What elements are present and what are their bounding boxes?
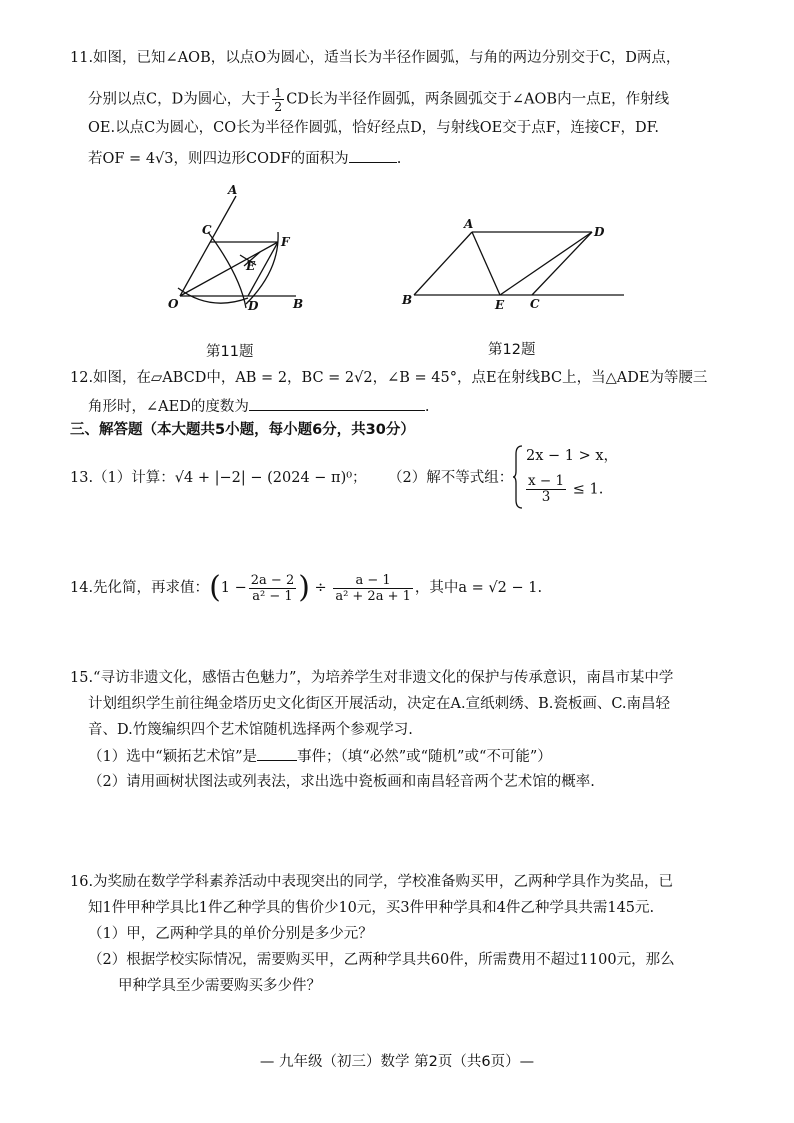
q14-one-minus: 1 − [220, 580, 247, 596]
q11-answer-blank [349, 148, 397, 163]
q14-f2-num: a − 1 [333, 573, 413, 589]
q16-sub2b: 甲种学具至少需要购买多少件？ [118, 978, 321, 994]
q15-sub2: （2）请用画树状图法或列表法，求出选中瓷板画和南昌轻音两个艺术馆的概率. [88, 774, 595, 790]
q13-ineq2-den: 3 [541, 489, 551, 505]
q13-ineq2-num: x − 1 [528, 473, 565, 489]
q15-sub1-end: 事件；（填“必然”或“随机”或“不可能”） [297, 749, 552, 765]
section-3-heading: 三、解答题（本大题共5小题，每小题6分，共30分） [70, 422, 415, 438]
q11-line4-start: 若OF = 4√3，则四边形CODF的面积为 [88, 151, 349, 167]
segment-ED [500, 232, 592, 295]
label-A: A [228, 183, 238, 197]
q14-f1-den: a² − 1 [252, 588, 293, 604]
q11-line1: 11.如图，已知∠AOB，以点O为圆心，适当长为半径作圆弧，与角的两边分别交于C，D两点， [70, 50, 681, 66]
label-D: D [594, 225, 605, 239]
q14-f2-den: a² + 2a + 1 [335, 588, 411, 604]
fig12-caption: 第12题 [488, 342, 536, 358]
q14-open-paren: ( [209, 570, 221, 605]
q11-frac-den: 2 [274, 99, 283, 114]
q16-sub2a: （2）根据学校实际情况，需要购买甲，乙两种学具共60件，所需费用不超过1100元，那么 [88, 952, 675, 968]
q16-line1: 16.为奖励在数学学科素养活动中表现突出的同学，学校准备购买甲，乙两种学具作为奖品，已 [70, 874, 674, 890]
q14-fraction2 [333, 573, 413, 604]
q12-answer-blank [249, 396, 425, 411]
q11-line4-end: . [396, 151, 402, 167]
q13-part2-label: （2）解不等式组： [388, 470, 514, 486]
label-C: C [202, 223, 212, 237]
q13-inequality2 [524, 474, 603, 505]
q14-lead: 14.先化简，再求值： [70, 580, 210, 596]
q11-line2-end: CD长为半径作圆弧，两条圆弧交于∠AOB内一点E，作射线 [286, 91, 670, 108]
q14-f1-num: 2a − 2 [250, 572, 295, 588]
q11-line3: OE.以点C为圆心，CO长为半径作圆弧，恰好经点D，与射线OE交于点F，连接CF，DF. [88, 120, 660, 136]
segment-AE [472, 232, 500, 295]
q14-close-paren: ) [298, 570, 310, 605]
q14-tail: ，其中a = √2 − 1. [414, 580, 543, 596]
q11-frac-num: 1 [274, 85, 283, 100]
label-F: F [281, 235, 290, 249]
label-E: E [495, 298, 505, 312]
q13-part1: 13.（1）计算：√4 + |−2| − (2024 − π)⁰； [70, 470, 367, 486]
label-A: A [464, 217, 474, 231]
figure-12 [396, 210, 636, 320]
q15-line2: 计划组织学生前往绳金塔历史文化街区开展活动，决定在A.宣纸刺绣、B.瓷板画、C.南昌轻 [88, 696, 671, 712]
segment-AB [414, 232, 472, 295]
page-footer: — 九年级（初三）数学 第2页（共6页）— [259, 1054, 535, 1070]
q15-sub1 [88, 746, 552, 767]
label-E: E [246, 259, 256, 273]
q15-sub1-start: （1）选中“颖拓艺术馆”是 [88, 749, 258, 765]
q11-half-fraction [272, 86, 284, 113]
q14-fraction1 [249, 573, 296, 604]
q16-line2: 知1件甲种学具比1件乙种学具的售价少10元，买3件甲种学具和4件乙种学具共需145元. [88, 900, 655, 916]
q13-ineq2-fraction [526, 474, 566, 505]
q15-line1: 15.“寻访非遗文化，感悟古色魅力”，为培养学生对非遗文化的保护与传承意识，南昌市某中学 [70, 670, 674, 686]
q11-line2 [88, 86, 669, 113]
fig11-caption: 第11题 [206, 344, 254, 360]
q11-line2-start: 分别以点C，D为圆心，大于 [88, 91, 271, 108]
q12-line2 [88, 396, 429, 417]
q13-ineq2-rest: ≤ 1. [572, 481, 604, 498]
q14-line [70, 572, 542, 604]
q12-line2-end: . [424, 399, 430, 415]
label-D: D [248, 299, 259, 313]
q13-inequality1: 2x − 1 > x， [526, 448, 619, 464]
figure-11 [160, 180, 320, 320]
label-B: B [293, 297, 304, 311]
segment-DC [532, 232, 592, 295]
label-C: C [530, 297, 540, 311]
label-B: B [402, 293, 413, 307]
q16-sub1: （1）甲，乙两种学具的单价分别是多少元？ [88, 926, 373, 942]
q12-line1: 12.如图，在▱ABCD中，AB = 2，BC = 2√2，∠B = 45°，点E在射线BC上，当△ADE为等腰三 [70, 370, 708, 386]
label-O: O [168, 297, 179, 311]
q14-divide: ÷ [314, 580, 327, 596]
q12-line2-start: 角形时，∠AED的度数为 [88, 399, 249, 415]
q11-line4 [88, 148, 401, 169]
system-brace [512, 444, 524, 510]
q15-line3: 音、D.竹篾编织四个艺术馆随机选择两个参观学习. [88, 722, 413, 738]
q15-answer-blank [257, 746, 297, 761]
